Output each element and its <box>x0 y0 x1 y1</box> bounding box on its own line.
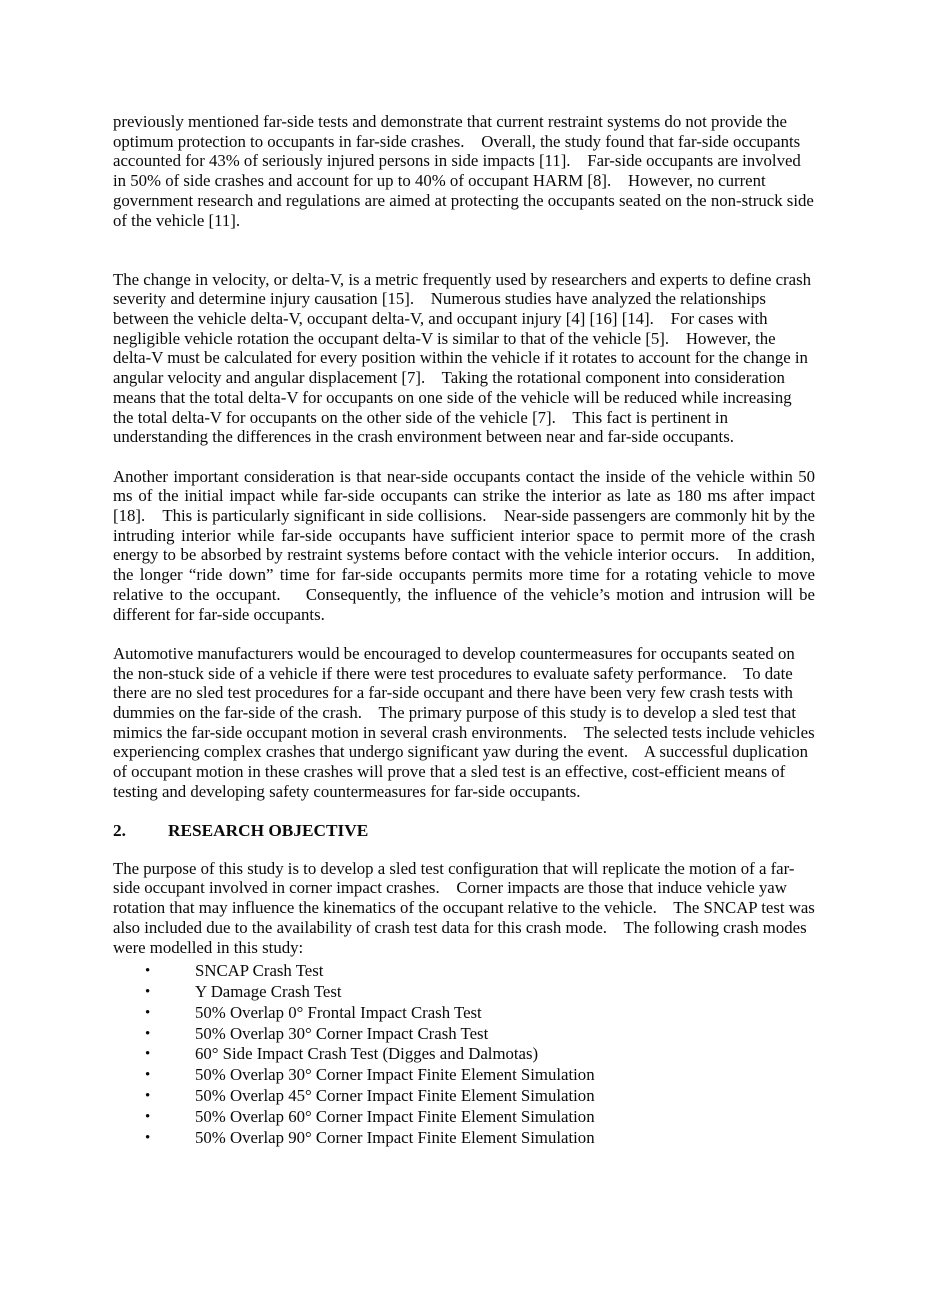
list-item <box>113 961 815 982</box>
list-item-label: 50% Overlap 90° Corner Impact Finite Element Simulation <box>195 1127 595 1147</box>
bullet-icon: • <box>145 1046 151 1063</box>
bullet-icon: • <box>145 984 151 1001</box>
bullet-icon: • <box>145 1025 151 1042</box>
list-item <box>113 1107 815 1128</box>
crash-modes-list <box>113 961 815 1148</box>
section-number: 2. <box>113 821 126 841</box>
list-item-label: 50% Overlap 30° Corner Impact Finite Element Simulation <box>195 1065 595 1085</box>
bullet-icon: • <box>145 963 151 980</box>
section-heading <box>113 821 815 842</box>
bullet-icon: • <box>145 1108 151 1125</box>
document-page <box>113 112 820 1148</box>
list-item-label: Y Damage Crash Test <box>195 982 342 1002</box>
bullet-icon: • <box>145 1129 151 1146</box>
paragraph-manufacturers: Automotive manufacturers would be encouraged to develop countermeasures for occupants seated on the non-stuck side of a vehicle if there were test procedures to evaluate safety performance. To date there are no sled test procedures for a far-side occupant and there have been very few crash tests with dummies on the far-side of the crash. The primary purpose of this study is to develop a sled test that mimics the far-side occupant motion in several crash environments. The selected tests include vehicles experiencing complex crashes that undergo significant yaw during the event. A successful duplication of occupant motion in these crashes will prove that a sled test is an effective, cost-efficient means of testing and developing safety countermeasures for far-side occupants. <box>113 643 819 801</box>
list-item <box>113 982 815 1003</box>
list-item-label: 50% Overlap 60° Corner Impact Finite Element Simulation <box>195 1106 595 1126</box>
list-item <box>113 1003 815 1024</box>
paragraph-contact-timing: Another important consideration is that near-side occupants contact the inside of the vehicle within 50 ms of the initial impact while far-side occupants can strike the interior as late as 180 ms after impact [18]. This is particularly significant in side collisions. Near-side passengers are commonly hit by the intruding interior while far-side occupants have sufficient interior space to permit more of the crash energy to be absorbed by restraint systems before contact with the vehicle interior occurs. In addition, the longer “ride down” time for far-side occupants permits more time for a rotating vehicle to move relative to the occupant. Consequently, the influence of the vehicle’s motion and intrusion will be different for far-side occupants. <box>113 466 820 624</box>
list-item <box>113 1024 815 1045</box>
list-item-label: 50% Overlap 0° Frontal Impact Crash Test <box>195 1002 482 1022</box>
section-title: RESEARCH OBJECTIVE <box>168 821 369 841</box>
list-item-label: 60° Side Impact Crash Test (Digges and Dalmotas) <box>195 1044 539 1064</box>
list-item <box>113 1044 815 1065</box>
list-item-label: 50% Overlap 30° Corner Impact Crash Test <box>195 1023 489 1043</box>
paragraph-delta-v: The change in velocity, or delta-V, is a metric frequently used by researchers and experts to define crash severity and determine injury causation [15]. Numerous studies have analyzed the relationships between the vehicle delta-V, occupant delta-V, and occupant injury [4] [16] [14]. For cases with negligible vehicle rotation the occupant delta-V is similar to that of the vehicle [5]. However, the delta-V must be calculated for every position within the vehicle if it rotates to account for the change in angular velocity and angular displacement [7]. Taking the rotational component into consideration means that the total delta-V for occupants on one side of the vehicle will be reduced while increasing the total delta-V for occupants on the other side of the vehicle [7]. This fact is pertinent in understanding the differences in the crash environment between near and far-side occupants. <box>113 269 816 447</box>
list-item-label: SNCAP Crash Test <box>195 961 324 981</box>
paragraph-far-side-stats: previously mentioned far-side tests and demonstrate that current restraint systems do not provide the optimum protection to occupants in far-side crashes. Overall, the study found that far-side occupants accounted for 43% of seriously injured persons in side impacts [11]. Far-side occupants are involved in 50% of side crashes and account for up to 40% of occupant HARM [8]. However, no current government research and regulations are aimed at protecting the occupants seated on the non-struck side of the vehicle [11]. <box>113 112 819 230</box>
list-item <box>113 1065 815 1086</box>
paragraph-objective: The purpose of this study is to develop a sled test configuration that will replicate the motion of a far-side occupant involved in corner impact crashes. Corner impacts are those that induce vehicle yaw rotation that may influence the kinematics of the occupant relative to the vehicle. The SNCAP test was also included due to the availability of crash test data for this crash mode. The following crash modes were modelled in this study: <box>113 858 820 957</box>
bullet-icon: • <box>145 1067 151 1084</box>
list-item <box>113 1086 815 1107</box>
list-item <box>113 1128 815 1149</box>
bullet-icon: • <box>145 1004 151 1021</box>
list-item-label: 50% Overlap 45° Corner Impact Finite Element Simulation <box>195 1086 595 1106</box>
bullet-icon: • <box>145 1088 151 1105</box>
